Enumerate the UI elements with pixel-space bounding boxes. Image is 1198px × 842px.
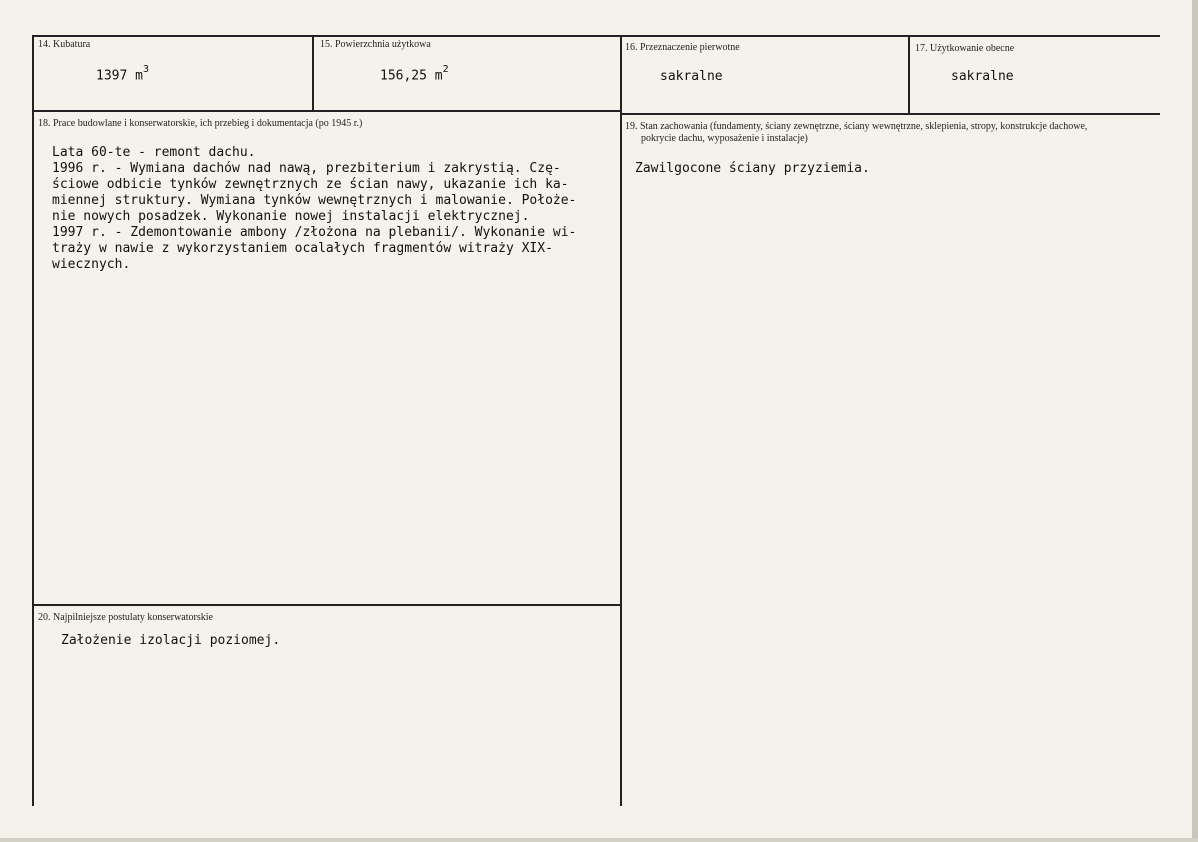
stan-zachowania-label <box>625 121 1087 145</box>
divider-16-17 <box>908 35 910 114</box>
scan-edge-bottom <box>0 838 1198 842</box>
prace-line: ściowe odbicie tynków zewnętrznych ze ścian nawy, ukazanie ich ka- <box>52 177 569 192</box>
stan-zachowania-label-line1: 19. Stan zachowania (fundamenty, ściany zewnętrzne, ściany wewnętrzne, sklepienia, stropy, konstrukcje dachowe, <box>625 121 1088 132</box>
prace-line: 1996 r. - Wymiana dachów nad nawą, prezbiterium i zakrystią. Czę- <box>52 161 561 176</box>
center-divider <box>620 35 622 806</box>
powierzchnia-label: 15. Powierzchnia użytkowa <box>320 39 431 50</box>
postulaty-label: 20. Najpilniejsze postulaty konserwatorskie <box>38 612 213 623</box>
uzytkowanie-value: sakralne <box>951 69 1014 84</box>
row2-bottom-left <box>32 604 622 606</box>
left-border <box>32 35 34 806</box>
prace-line: nie nowych posadzek. Wykonanie nowej instalacji elektrycznej. <box>52 209 530 224</box>
scan-edge-right <box>1192 0 1198 842</box>
prace-line: 1997 r. - Zdemontowanie ambony /złożona na plebanii/. Wykonanie wi- <box>52 225 577 240</box>
stan-zachowania-value: Zawilgocone ściany przyziemia. <box>635 161 870 176</box>
divider-14-15 <box>312 35 314 111</box>
prace-line: wiecznych. <box>52 257 131 272</box>
kubatura-value <box>96 66 149 83</box>
przeznaczenie-label: 16. Przeznaczenie pierwotne <box>625 42 740 53</box>
prace-line: Lata 60-te - remont dachu. <box>52 145 256 160</box>
powierzchnia-unit-exponent: 2 <box>442 64 449 75</box>
uzytkowanie-label: 17. Użytkowanie obecne <box>915 43 1015 54</box>
prace-label: 18. Prace budowlane i konserwatorskie, ich przebieg i dokumentacja (po 1945 r.) <box>38 118 363 129</box>
kubatura-number: 1397 m <box>96 68 143 84</box>
prace-text <box>52 145 576 273</box>
row1-bottom-right <box>620 113 1160 115</box>
przeznaczenie-value: sakralne <box>660 69 723 84</box>
prace-line: miennej struktury. Wymiana tynków wewnętrznych i malowanie. Położe- <box>52 193 577 208</box>
top-border <box>32 35 1160 37</box>
powierzchnia-value <box>380 66 449 83</box>
kubatura-unit-exponent: 3 <box>142 64 149 75</box>
row1-bottom-left <box>32 110 622 112</box>
postulaty-value: Założenie izolacji poziomej. <box>61 633 281 648</box>
kubatura-label: 14. Kubatura <box>38 39 91 50</box>
stan-zachowania-label-line2: pokrycie dachu, wyposażenie i instalacje) <box>641 133 808 144</box>
powierzchnia-number: 156,25 m <box>380 68 443 84</box>
prace-line: traży w nawie z wykorzystaniem ocalałych fragmentów witraży XIX- <box>52 241 553 256</box>
